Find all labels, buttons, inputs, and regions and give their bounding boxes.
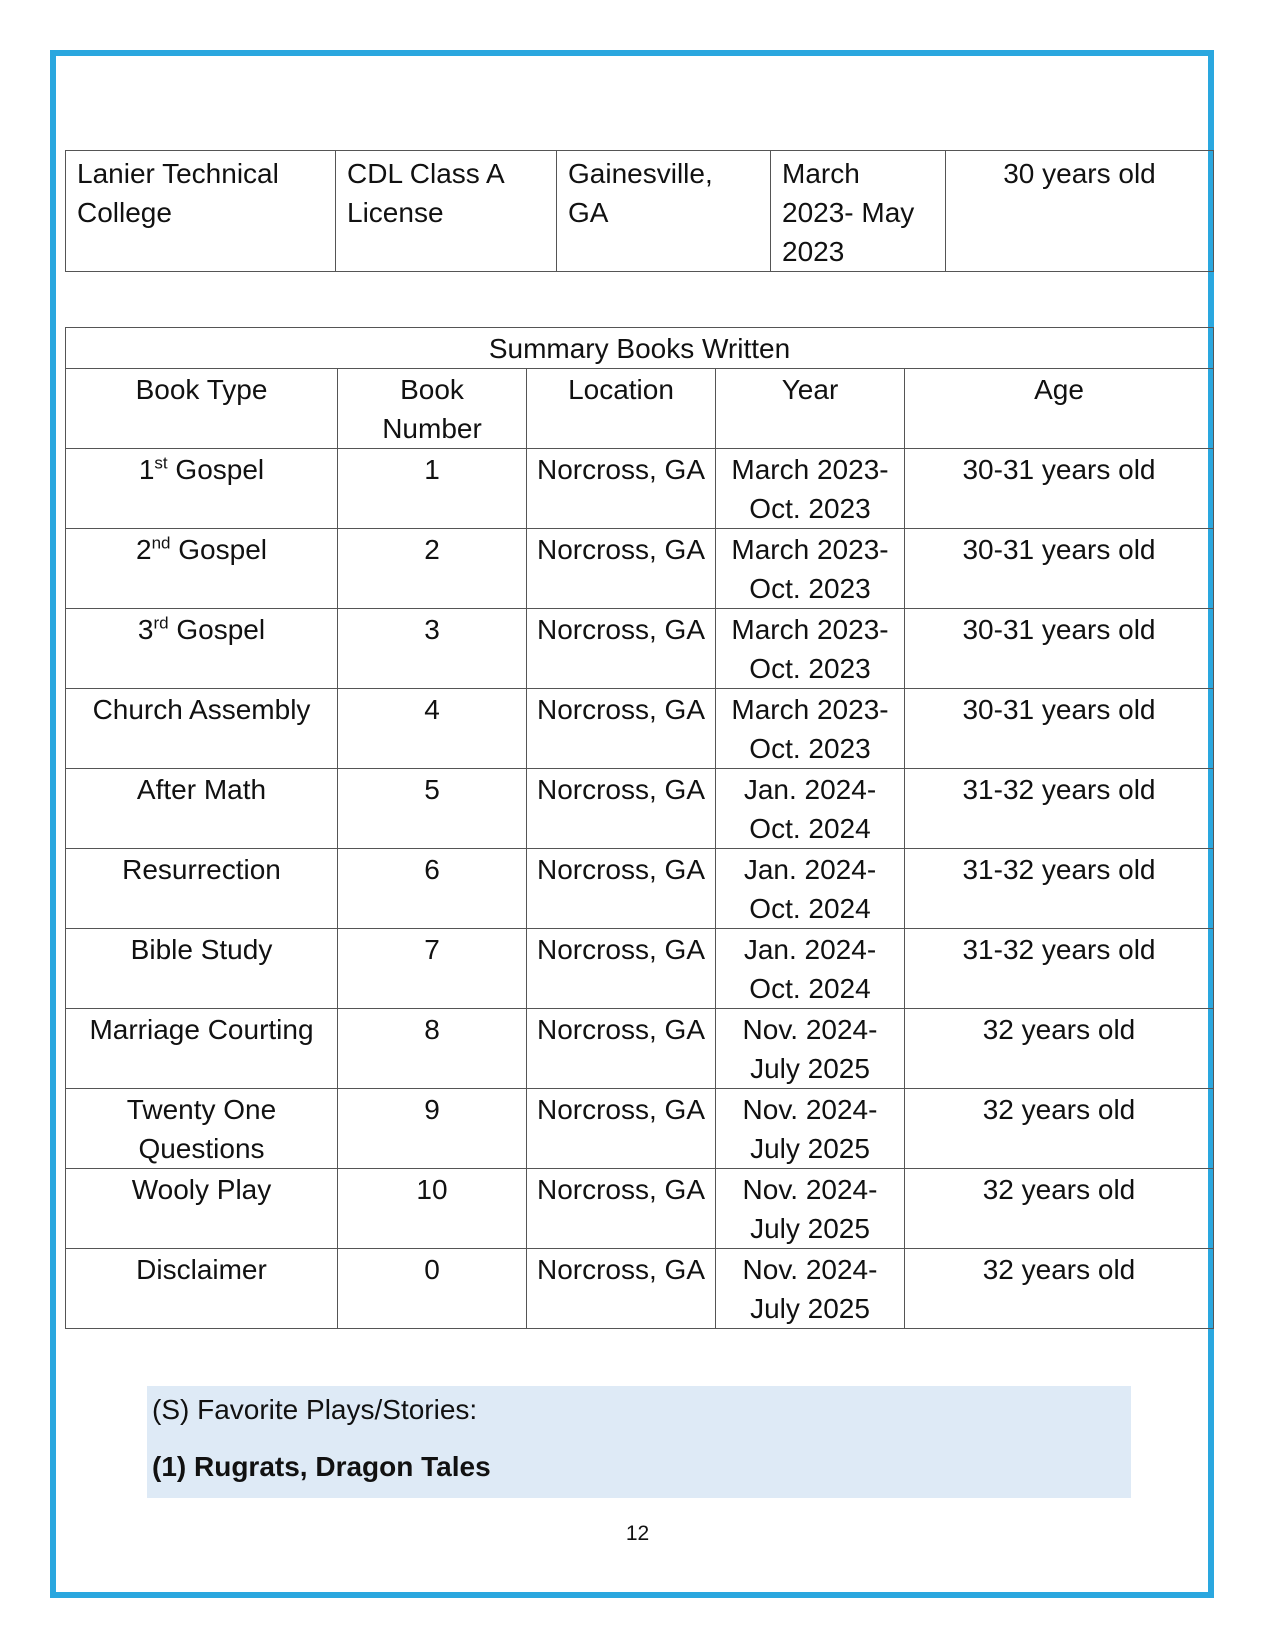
age-cell: 32 years old — [905, 1009, 1214, 1089]
location-cell: Norcross, GA — [527, 769, 716, 849]
age-cell: 30-31 years old — [905, 529, 1214, 609]
year-cell: Jan. 2024- Oct. 2024 — [716, 849, 905, 929]
book-type-cell: Church Assembly — [66, 689, 338, 769]
location-cell: Norcross, GA — [527, 929, 716, 1009]
book-type-cell: After Math — [66, 769, 338, 849]
age-cell: 30-31 years old — [905, 609, 1214, 689]
location-cell: Norcross, GA — [527, 1009, 716, 1089]
table-title: Summary Books Written — [66, 328, 1214, 369]
year-cell: March 2023- Oct. 2023 — [716, 689, 905, 769]
table-row — [66, 929, 1214, 1009]
table-row — [66, 449, 1214, 529]
books-table — [65, 327, 1214, 1329]
age-cell: 30-31 years old — [905, 689, 1214, 769]
year-cell: Nov. 2024- July 2025 — [716, 1169, 905, 1249]
book-type-cell: Disclaimer — [66, 1249, 338, 1329]
age-cell: 30-31 years old — [905, 449, 1214, 529]
table-row — [66, 1009, 1214, 1089]
program-cell: CDL Class A License — [336, 151, 557, 272]
column-header: Year — [716, 369, 905, 449]
year-cell: Jan. 2024- Oct. 2024 — [716, 929, 905, 1009]
location-cell: Norcross, GA — [527, 449, 716, 529]
table-row — [66, 689, 1214, 769]
column-header: Book Number — [338, 369, 527, 449]
page-number: 12 — [625, 1522, 650, 1545]
age-cell: 31-32 years old — [905, 769, 1214, 849]
table-title-row — [66, 328, 1214, 369]
book-type-cell — [66, 609, 338, 689]
table-header-row — [66, 369, 1214, 449]
book-number-cell: 9 — [338, 1089, 527, 1169]
location-cell: Gainesville, GA — [557, 151, 771, 272]
table-row — [66, 769, 1214, 849]
table-row — [66, 1089, 1214, 1169]
table-row — [66, 529, 1214, 609]
table-row — [66, 1169, 1214, 1249]
column-header: Age — [905, 369, 1214, 449]
book-type-name: Gospel — [170, 534, 267, 565]
column-header: Location — [527, 369, 716, 449]
book-number-cell: 6 — [338, 849, 527, 929]
age-cell: 32 years old — [905, 1249, 1214, 1329]
age-cell: 32 years old — [905, 1089, 1214, 1169]
location-cell: Norcross, GA — [527, 1249, 716, 1329]
book-type-cell: Resurrection — [66, 849, 338, 929]
book-type-ordinal-suffix: st — [154, 453, 168, 473]
book-number-cell: 4 — [338, 689, 527, 769]
favorites-heading: (S) Favorite Plays/Stories: — [152, 1394, 478, 1425]
book-type-ordinal-suffix: nd — [151, 533, 171, 553]
column-header: Book Type — [66, 369, 338, 449]
year-cell: March 2023- Oct. 2023 — [716, 449, 905, 529]
age-cell: 30 years old — [946, 151, 1214, 272]
school-cell: Lanier Technical College — [66, 151, 336, 272]
book-type-name: Gospel — [167, 454, 265, 485]
age-cell: 32 years old — [905, 1169, 1214, 1249]
book-number-cell: 0 — [338, 1249, 527, 1329]
location-cell: Norcross, GA — [527, 689, 716, 769]
favorites-box — [147, 1386, 1131, 1498]
year-cell: Nov. 2024- July 2025 — [716, 1089, 905, 1169]
location-cell: Norcross, GA — [527, 1169, 716, 1249]
book-type-cell — [66, 449, 338, 529]
year-cell: March 2023- Oct. 2023 — [716, 529, 905, 609]
book-type-cell: Wooly Play — [66, 1169, 338, 1249]
book-number-cell: 3 — [338, 609, 527, 689]
location-cell: Norcross, GA — [527, 849, 716, 929]
dates-cell: March 2023- May 2023 — [771, 151, 946, 272]
book-type-cell: Marriage Courting — [66, 1009, 338, 1089]
book-type-cell: Bible Study — [66, 929, 338, 1009]
book-number-cell: 5 — [338, 769, 527, 849]
table-row — [66, 609, 1214, 689]
table-row — [66, 849, 1214, 929]
age-cell: 31-32 years old — [905, 929, 1214, 1009]
book-type-ordinal: 2 — [136, 534, 152, 565]
table-row — [66, 1249, 1214, 1329]
year-cell: Nov. 2024- July 2025 — [716, 1249, 905, 1329]
book-number-cell: 1 — [338, 449, 527, 529]
year-cell: March 2023- Oct. 2023 — [716, 609, 905, 689]
book-type-cell: Twenty One Questions — [66, 1089, 338, 1169]
location-cell: Norcross, GA — [527, 609, 716, 689]
book-type-name: Gospel — [168, 614, 266, 645]
book-number-cell: 7 — [338, 929, 527, 1009]
book-number-cell: 8 — [338, 1009, 527, 1089]
book-number-cell: 10 — [338, 1169, 527, 1249]
book-number-cell: 2 — [338, 529, 527, 609]
year-cell: Jan. 2024- Oct. 2024 — [716, 769, 905, 849]
table-row — [66, 151, 1214, 272]
location-cell: Norcross, GA — [527, 529, 716, 609]
book-type-ordinal-suffix: rd — [153, 613, 169, 633]
location-cell: Norcross, GA — [527, 1089, 716, 1169]
book-type-ordinal: 3 — [137, 614, 154, 645]
age-cell: 31-32 years old — [905, 849, 1214, 929]
book-type-ordinal: 1 — [138, 454, 155, 485]
education-table — [65, 150, 1214, 272]
favorites-item: (1) Rugrats, Dragon Tales — [152, 1451, 491, 1482]
year-cell: Nov. 2024- July 2025 — [716, 1009, 905, 1089]
book-type-cell — [66, 529, 338, 609]
